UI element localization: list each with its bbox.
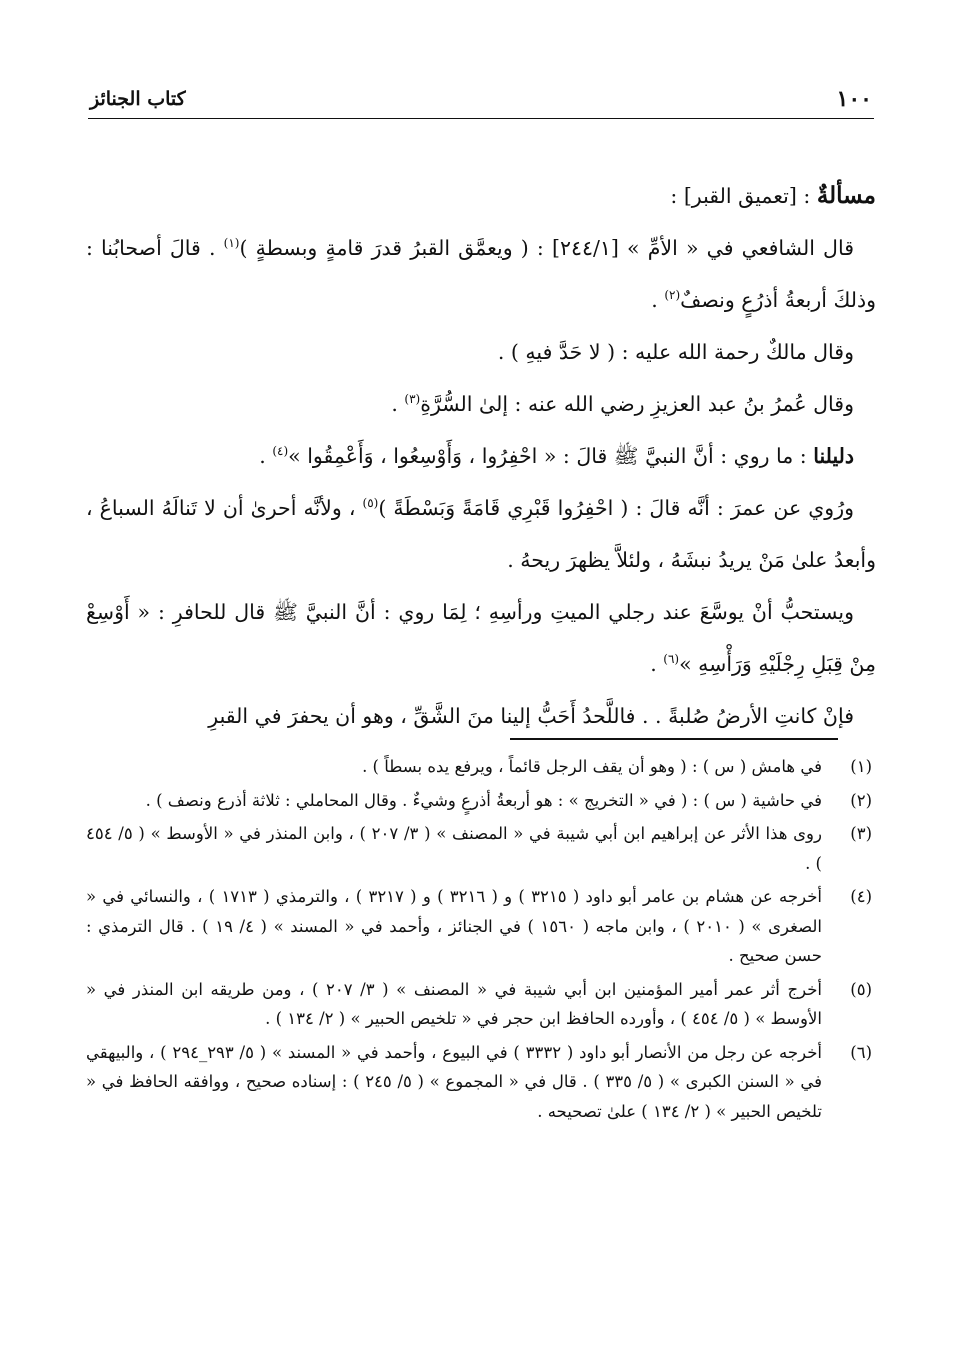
footnote-number: (٣) xyxy=(850,824,872,843)
issue-heading xyxy=(86,170,876,222)
paragraph-malik xyxy=(86,326,876,378)
paragraph-text: . xyxy=(651,288,665,312)
paragraph-shafii xyxy=(86,222,876,326)
page-number: ١٠٠ xyxy=(836,86,872,112)
paragraph-umar xyxy=(86,378,876,430)
footnote-2 xyxy=(86,786,872,816)
paragraph-text: ، ولأنَّه أحرىٰ أن لا تَنالَهُ السباعُ ، وأبعدُ علىٰ مَنْ يريدُ نبشَهُ ، ولئلاَّ يظهرَ ريحهُ . xyxy=(86,496,876,572)
paragraph-text: وقال مالكٌ رحمة الله عليه : ( لا حَدَّ فيهِ ) . xyxy=(497,340,854,364)
footnote-ref-6: (٦) xyxy=(663,652,680,667)
paragraph-text: ويستحبُّ أنْ يوسَّعَ عند رجلي الميتِ ورأسِهِ ؛ لِمَا روي : أنَّ النبيَّ ﷺ قال للحافرِ : « أَوْسِعْ مِنْ قِبَلِ رِجْلَيْهِ وَرَأْسِهِ » xyxy=(86,600,876,676)
footnote-ref-4: (٤) xyxy=(272,444,289,459)
footnote-number: (٥) xyxy=(850,979,872,999)
paragraph-text: ورُوي عن عمرَ : أنَّه قالَ : ( احْفِرُوا قَبْرِي قَامَةً وَبَسْطَةً ) xyxy=(378,496,854,520)
footnote-ref-2: (٢) xyxy=(664,288,681,303)
heading-word: مسألةٌ xyxy=(816,182,876,209)
footnote-number: (٢) xyxy=(850,790,872,810)
footnote-number: (٤) xyxy=(850,887,872,906)
footnote-text: أخرج أثر عمر أمير المؤمنين ابن أبي شيبة في « المصنف » ( ٣/ ٢٠٧ ) ، ومن طريقه ابن المنذر في « الأوسط » ( ٥/ ٤٥٤ ) ، وأورده الحافظ ابن حجر في « تلخيص الحبير » ( ٢/ ١٣٤ ) . xyxy=(86,979,822,1028)
footnote-text: أخرجه عن هشام بن عامر أبو داود ( ٣٢١٥ ) و ( ٣٢١٦ ) و ( ٣٢١٧ ) ، والترمذي ( ١٧١٣ ) ، والنسائي في « الصغرى » ( ٢٠١٠ ) ، وابن ماجه ( ١٥٦٠ ) في الجنائز ، وأحمد في « المسند » ( ٤/ ١٩ ) . قال الترمذي : حسن صحيح . xyxy=(86,887,823,965)
footnote-6 xyxy=(86,1038,872,1127)
paragraph-text: : ما روي : أنَّ النبيَّ ﷺ قالَ : « احْفِرُوا ، وَأَوْسِعُوا ، وَأَعْمِقُوا » xyxy=(288,444,814,468)
main-text xyxy=(86,170,876,742)
footnotes xyxy=(86,752,872,1130)
evidence-label: دليلنا xyxy=(813,444,854,468)
paragraph-text: . xyxy=(391,392,405,416)
paragraph-text: وقال عُمرُ بنُ عبد العزيزِ رضي الله عنه : إلىٰ السُّرَّةِ xyxy=(420,392,854,416)
footnote-3 xyxy=(86,819,872,878)
footnote-ref-5: (٥) xyxy=(362,496,379,511)
paragraph-text: . قالَ أصحابُنا : وذلكَ أربعةُ أذرُعٍ ونصفٌ xyxy=(86,236,876,312)
footnote-number: (١) xyxy=(850,757,872,776)
footnote-ref-1: (١) xyxy=(223,236,240,251)
paragraph-text: . xyxy=(259,444,273,468)
paragraph-widening xyxy=(86,586,876,690)
paragraph-text: . xyxy=(650,652,664,676)
footnote-number: (٦) xyxy=(850,1042,872,1062)
footnote-1 xyxy=(86,752,872,782)
footnote-5 xyxy=(86,975,872,1034)
footnote-ref-3: (٣) xyxy=(404,392,421,407)
book-title: كتاب الجنائز xyxy=(90,88,186,110)
footnote-text: روى هذا الأثر عن إبراهيم ابن أبي شيبة في « المصنف » ( ٣/ ٢٠٧ ) ، وابن المنذر في « الأوسط » ( ٥/ ٤٥٤ ) . xyxy=(86,824,822,873)
footnote-text: في هامش ( س ) : ( وهو أن يقف الرجل قائماً ، ويرفع يده بسطاً ) . xyxy=(362,757,822,776)
paragraph-evidence xyxy=(86,430,876,482)
footnote-text: في حاشية ( س ) : ( في « التخريج » : هو أربعةُ أذرعٍ وشيءٌ . وقال المحاملي : ثلاثة أذرع ونصف ) . xyxy=(145,790,822,810)
heading-subject: : [تعميق القبر] : xyxy=(670,184,817,208)
paragraph-text: قال الشافعي في « الأمِّ » [٢٤٤/١] : ( ويعمَّق القبرُ قدرَ قامةٍ وبسطةٍ ) xyxy=(239,236,854,260)
footnote-text: أخرجه عن رجل من الأنصار أبو داود ( ٣٣٣٢ ) في البيوع ، وأحمد في « المسند » ( ٥/ ٢٩٣_٢٩٤ ) ، والبيهقي في « السنن الكبرى » ( ٥/ ٣٣٥ ) . قال في « المجموع » ( ٥/ ٢٤٥ ) : إسناده صحيح ، ووافقه الحافظ في « تلخيص الحبير » ( ٢/ ١٣٤ ) علىٰ تصحيحه . xyxy=(86,1042,822,1121)
paragraph-text: فإنْ كانتِ الأرضُ صُلبةً . . فاللَّحدُ أَحَبُّ إلينا منَ الشَّقِّ ، وهو أن يحفرَ في القبرِ xyxy=(208,704,854,728)
footnote-4 xyxy=(86,882,872,971)
footnote-separator xyxy=(510,738,838,740)
paragraph-umar-narration xyxy=(86,482,876,586)
page-header xyxy=(88,86,874,119)
paragraph-lahd xyxy=(86,690,876,742)
